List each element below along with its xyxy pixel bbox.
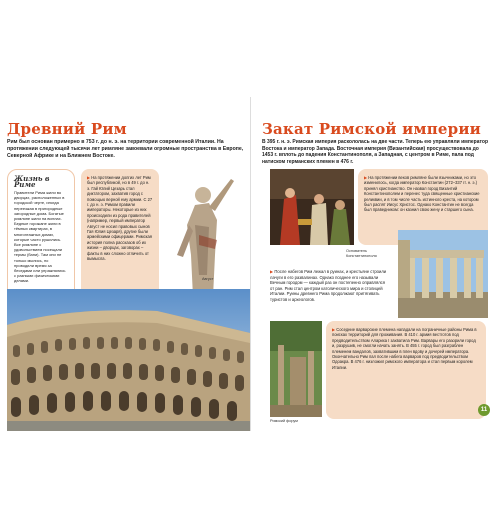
augustus-info-box bbox=[81, 169, 159, 309]
forum-caption: Римский форум bbox=[270, 419, 298, 423]
rome-ruins-info-text: ▶ После набегов Рим лежал в руинах, и крестьяне строили лачуги в его развалинах. Однако позднее его называли Вечным городом — каждый раз он постепенно оправлялся от ран. Рим стал центром католического мира и столицей Италии. Руины древнего Рима продолжают притягивать туристов и археологов. bbox=[270, 269, 387, 302]
right-page bbox=[250, 97, 493, 431]
right-page-lead: В 395 г. н. э. Римская империя раскололась на две части. Теперь ею управляли император Востока и император Запада. Восточная империя (Византийская) просуществовала до 1453 г. вплоть до падения Константинополя, а Западная, с центром в Риме, пала под натиском германских племен в 476 г. bbox=[262, 139, 488, 165]
colosseum-image bbox=[7, 289, 250, 431]
left-page bbox=[7, 97, 250, 431]
constantine-painting-image bbox=[270, 169, 354, 245]
book-spread bbox=[7, 97, 493, 431]
right-page-title: Закат Римской империи bbox=[262, 120, 481, 138]
sidebar-text: Правители Рима жили во дворцах, расположенных в городской черте, иногда переезжая в пригородные загородные дома. Богатые римляне жили на виллах. Бедные горожане жили в тёмных квартирах, в многоэтажных домах, которые часто рушились. Все римляне с удовольствием посещали термы (бани). Там они не только мылись, но проводили время за беседами или упражнялись с разными физическими делами. bbox=[14, 190, 66, 284]
augustus-caption: Август bbox=[202, 277, 214, 281]
barbarians-info-box bbox=[326, 321, 486, 419]
page-number: 11 bbox=[478, 404, 490, 416]
triangle-marker-icon: ▶ bbox=[364, 175, 368, 180]
left-page-title: Древний Рим bbox=[7, 120, 127, 138]
augustus-info-text: ▶ На протяжении долгих лет Рим был республикой, но в 49 г. до н. э. Гай Юлий Цезарь стал диктатором, захватив город с помощью верной ему армии. С 27 г. до н. э. Римом правили императоры. Некоторые из них происходили из рода правителей (например, первый император Август не носил правовых сынов Гая Юлия Цезаря), другие были армейскими офицерами. Римская история полна рассказов об их жизни – дворцах, заговорах – факты в них сложно отличить от вымысла. bbox=[87, 175, 153, 262]
triangle-marker-icon: ▶ bbox=[332, 327, 336, 332]
roman-forum-image bbox=[270, 321, 322, 417]
triangle-marker-icon: ▶ bbox=[270, 269, 274, 274]
constantine-caption: Основатель Константинополя bbox=[346, 249, 377, 258]
roman-ruins-image bbox=[398, 230, 488, 318]
constantine-info-text: ▶ На протяжении веков римляне были язычниками, но это изменилось, когда император Константин (272–337 гг. н. э.) принял христианство. Он назвал город Византий Константинополем и перенес туда священные христианские реликвии, и в том числе часть истинного креста, на котором был распят Иисус Христос. Однако Константин не всегда был праведником: он казнил свою жену и старшего сына. bbox=[364, 175, 480, 213]
sidebar-title: Жизнь в Риме bbox=[14, 174, 50, 189]
barbarians-info-text: ▶ Соседние варварские племена нападали на пограничные районы Рима в поисках территорий для проживания. В 410 г. армия вестготов под предводительством Алариха I захватила Рим. Варвары его разорили город и, разрушив, не смогли начать занять. В 455 г. город был разграблен племенем вандалов, захватившим в плен вдову и дочерей императора. Окончательно Рим пал после набега варваров под предводительством Одоакра. В 476 г. низложил римского императора и стал первым королем Италии. bbox=[332, 327, 477, 370]
rome-ruins-info-box bbox=[264, 263, 396, 315]
left-page-lead: Рим был основан примерно в 753 г. до н. э. на территории современной Италии. На протяжении следующей тысячи лет римляне завоевали огромные пространства в Европе, Северной Африке и на Ближнем Востоке. bbox=[7, 139, 244, 159]
triangle-marker-icon: ▶ bbox=[87, 175, 91, 180]
